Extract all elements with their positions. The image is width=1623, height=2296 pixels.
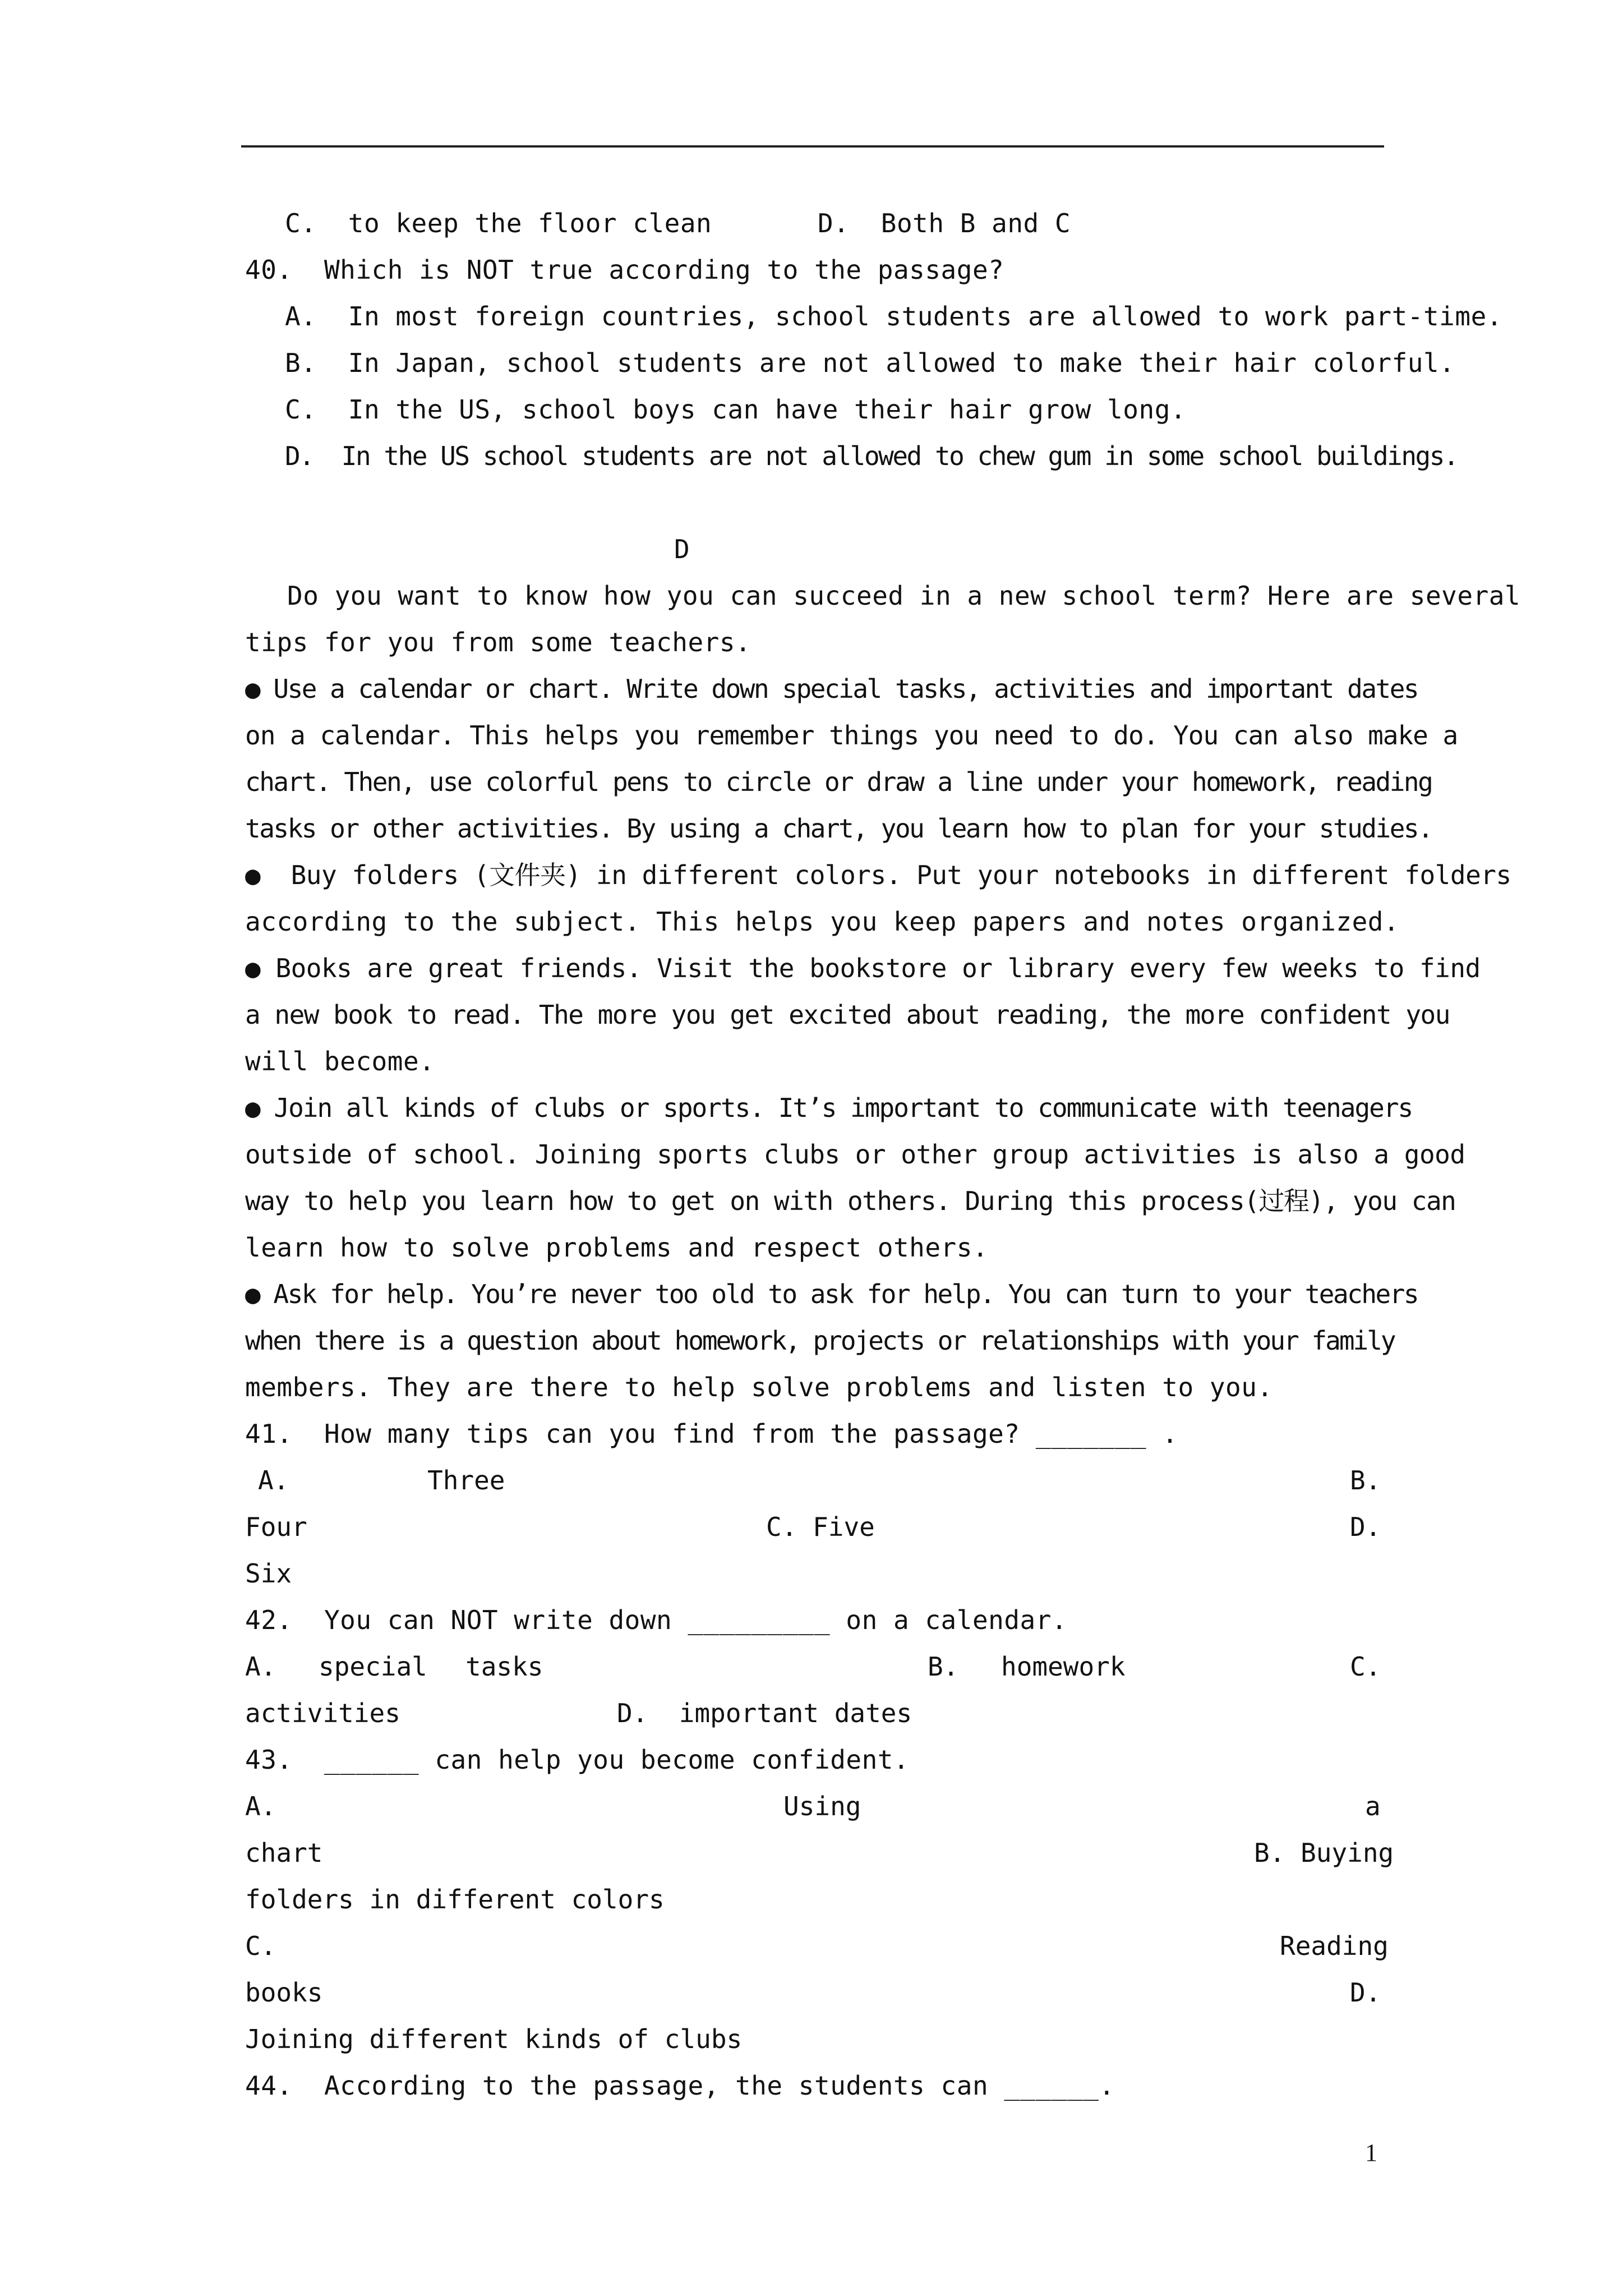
tip-4-line-2: outside of school. Joining sports clubs or other group activities is also a good: [245, 1139, 1465, 1170]
q42-option-b-text: homework: [1001, 1651, 1126, 1682]
q43-option-a-label: A.: [245, 1791, 276, 1821]
q44-stem: 44. According to the passage, the students can ______.: [245, 2070, 1115, 2101]
tip-5-line-3: members. They are there to help solve problems and listen to you.: [245, 1372, 1273, 1402]
q42-option-a-word-1: special: [319, 1651, 427, 1682]
tip-2-line-2: according to the subject. This helps you keep papers and notes organized.: [245, 907, 1400, 937]
q43-option-d-text: Joining different kinds of clubs: [245, 2024, 743, 2054]
q40-option-c: C. In the US, school boys can have their hair grow long.: [285, 394, 1187, 425]
q41-option-b-label: B.: [1350, 1465, 1381, 1496]
page-number: 1: [1365, 2139, 1377, 2166]
q40-option-d: D. In the US school students are not allowed to chew gum in some school buildings.: [285, 441, 1458, 471]
tip-1-line-4: tasks or other activities. By using a chart, you learn how to plan for your studies.: [245, 813, 1432, 844]
q41-option-a-label: A.: [258, 1465, 289, 1496]
passage-intro-line-2: tips for you from some teachers.: [245, 627, 751, 657]
q42-option-b-label: B.: [928, 1651, 959, 1682]
q41-option-d-text: Six: [245, 1558, 292, 1589]
passage-intro-line-1: Do you want to know how you can succeed in a new school term? Here are several: [287, 581, 1521, 611]
q43-option-c-word-1: Reading: [1280, 1931, 1389, 1961]
tip-5-line-2: when there is a question about homework, projects or relationships with your family: [245, 1326, 1395, 1356]
tip-4-line-1: ● Join all kinds of clubs or sports. It’s important to communicate with teenagers: [245, 1093, 1413, 1123]
q42-option-d: D. important dates: [617, 1698, 912, 1728]
q42-option-c-label: C.: [1350, 1651, 1381, 1682]
q43-option-a-word-1: Using: [783, 1791, 861, 1821]
tip-1-line-3: chart. Then, use colorful pens to circle or draw a line under your homework, reading: [245, 767, 1432, 797]
tip-3-line-3: will become.: [245, 1046, 435, 1076]
q42-option-a-label: A.: [245, 1651, 276, 1682]
tip-5-line-1: ● Ask for help. You’re never too old to ask for help. You can turn to your teachers: [245, 1279, 1418, 1309]
q42-option-a-word-2: tasks: [465, 1651, 543, 1682]
q43-option-d-label: D.: [1350, 1977, 1381, 2008]
q40-stem: 40. Which is NOT true according to the passage?: [245, 255, 1004, 285]
q40-option-b: B. In Japan, school students are not allowed to make their hair colorful.: [285, 348, 1455, 378]
q43-option-a-word-2: a: [1365, 1791, 1381, 1821]
q40-option-a: A. In most foreign countries, school students are allowed to work part-time.: [285, 301, 1502, 332]
header-rule: [241, 145, 1384, 148]
tip-2-line-1: ● Buy folders (文件夹) in different colors. Put your notebooks in different folders: [245, 860, 1511, 890]
tip-4-line-4: learn how to solve problems and respect others.: [245, 1232, 989, 1263]
q42-option-c-text: activities: [245, 1698, 400, 1728]
q43-option-c-label: C.: [245, 1931, 276, 1961]
q41-option-c: C. Five: [766, 1512, 875, 1542]
q39-option-c: C. to keep the floor clean: [285, 208, 712, 238]
tip-3-line-1: ● Books are great friends. Visit the bookstore or library every few weeks to find: [245, 953, 1481, 983]
q43-option-b: B. Buying: [1254, 1838, 1394, 1868]
q41-stem: 41. How many tips can you find from the passage? _______ .: [245, 1419, 1178, 1449]
passage-heading: D: [674, 534, 690, 564]
q41-option-b-text: Four: [245, 1512, 307, 1542]
q42-stem: 42. You can NOT write down _________ on a calendar.: [245, 1605, 1068, 1635]
q43-option-a-word-3: chart: [245, 1838, 323, 1868]
tip-1-line-2: on a calendar. This helps you remember things you need to do. You can also make a: [245, 720, 1458, 751]
tip-1-line-1: ● Use a calendar or chart. Write down special tasks, activities and important dates: [245, 674, 1418, 704]
q43-stem: 43. ______ can help you become confident.: [245, 1745, 910, 1775]
q43-option-c-word-2: books: [245, 1977, 323, 2008]
q43-option-b-continued: folders in different colors: [245, 1884, 665, 1915]
q41-option-d-label: D.: [1350, 1512, 1381, 1542]
q39-option-d: D. Both B and C: [818, 208, 1071, 238]
tip-4-line-3: way to help you learn how to get on with others. During this process(过程), you can: [245, 1186, 1456, 1216]
q41-option-a-text: Three: [427, 1465, 505, 1496]
tip-3-line-2: a new book to read. The more you get excited about reading, the more confident you: [245, 1000, 1450, 1030]
